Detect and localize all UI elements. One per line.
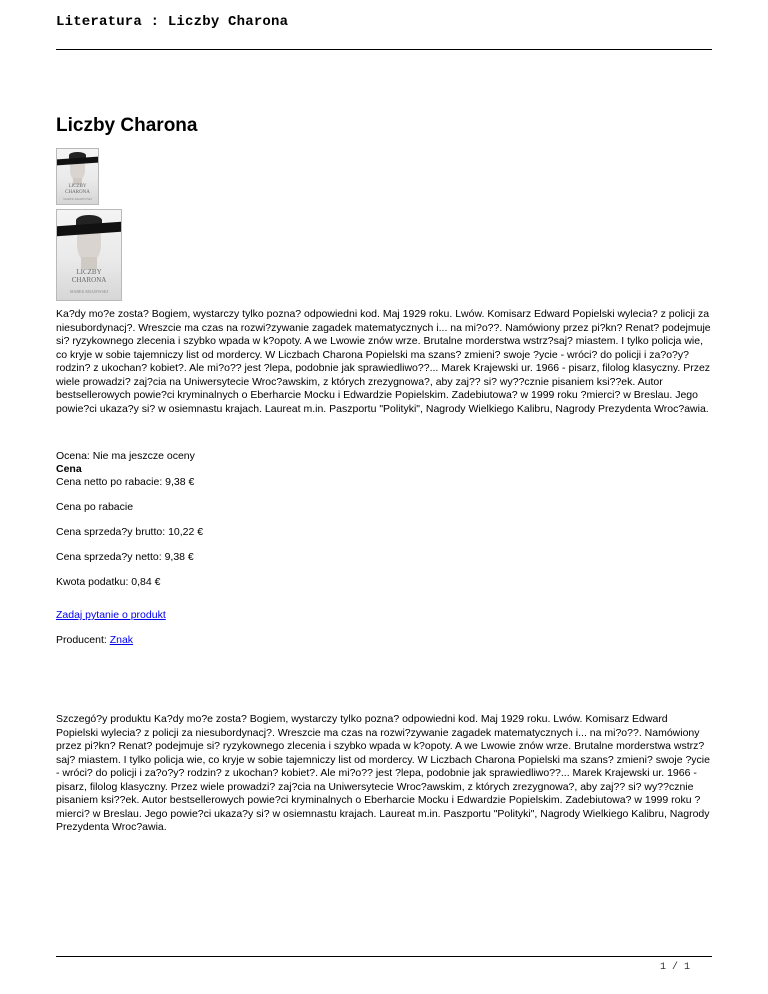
cover-title (57, 268, 121, 284)
cover-author: MAREK KRAJEWSKI (63, 197, 92, 202)
cover-title (57, 184, 98, 196)
footer-divider (56, 956, 712, 957)
book-cover-thumbnail[interactable] (56, 148, 99, 205)
producer-link[interactable]: Znak (109, 634, 134, 646)
producer-label: Producent: (56, 634, 107, 646)
header-divider (56, 49, 712, 50)
cover-title-line2: CHARONA (65, 190, 90, 196)
cover-blindfold (57, 156, 98, 165)
product-description: Ka?dy mo?e zosta? Bogiem, wystarczy tylko pozna? odpowiedni kod. Maj 1929 roku. Lwów. Komisarz Edward Popielski wylecia? z policji za niesubordynacj?. Wreszcie ma czas na rozwi?zywanie zagadek matematycznych i... na mi?o??. Namówiony przez pi?kn? Renat? podejmuje si? ryzykownego zlecenia i szybko wpada w k?opoty. A we Lwowie znów wrze. Brutalne morderstwa wstrz?saj? miastem. I tylko policja wie, co kryje w sobie tajemniczy list od mordercy. W Liczbach Charona Popielski ma szans? zmieni? swoje ?ycie - wróci? do policji i za?o?y? rodzin? z ukochan? kobiet?. Ale mi?o?? jest ?lepa, podobnie jak sprawiedliwo??... Marek Krajewski ur. 1966 - pisarz, filolog klasyczny. Przez wiele prowadzi? zaj?cia na Uniwersytecie Wroc?awskim, z których zrezygnowa?, aby zaj?? si? wy??cznie pisaniem ksi??ek. Autor bestsellerowych powie?ci kryminalnych o Eberharcie Mocku i Edwardzie Popielskim. Zadebiutowa? w 1999 roku ?mierci? w Breslau. Jego powie?ci ukaza?y si? w osiemnastu krajach. Laureat m.in. Paszportu "Polityki", Nagrody Wielkiego Kalibru, Nagrody Prezydenta Wroc?awia. (56, 308, 711, 415)
cover-title-line1: LICZBY (76, 267, 102, 276)
price-net-after-discount: Cena netto po rabacie: 9,38 € (56, 476, 195, 488)
ask-question-link[interactable]: Zadaj pytanie o produkt (56, 609, 166, 621)
page-title: Liczby Charona (56, 115, 198, 136)
price-gross: Cena sprzeda?y brutto: 10,22 € (56, 526, 204, 538)
cover-title-line2: CHARONA (71, 275, 107, 284)
document-header-title: Literatura : Liczby Charona (56, 14, 289, 30)
product-details: Szczegó?y produktu Ka?dy mo?e zosta? Bogiem, wystarczy tylko pozna? odpowiedni kod. Maj 1929 roku. Lwów. Komisarz Edward Popielski wylecia? z policji za niesubordynacj?. Wreszcie ma czas na rozwi?zywanie zagadek matematycznych i... na mi?o??. Namówiony przez pi?kn? Renat? podejmuje si? ryzykownego zlecenia i szybko wpada w k?opoty. A we Lwowie znów wrze. Brutalne morderstwa wstrz?saj? miastem. I tylko policja wie, co kryje w sobie tajemniczy list od mordercy. W Liczbach Charona Popielski ma szans? zmieni? swoje ?ycie - wróci? do policji i za?o?y? rodzin? z ukochan? kobiet?. Ale mi?o?? jest ?lepa, podobnie jak sprawiedliwo??... Marek Krajewski ur. 1966 - pisarz, filolog klasyczny. Przez wiele prowadzi? zaj?cia na Uniwersytecie Wroc?awskim, z których zrezygnowa?, aby zaj?? si? wy??cznie pisaniem ksi??ek. Autor bestsellerowych powie?ci kryminalnych o Eberharcie Mocku i Edwardzie Popielskim. Zadebiutowa? w 1999 roku ?mierci? w Breslau. Jego powie?ci ukaza?y si? w osiemnastu krajach. Laureat m.in. Paszportu "Polityki", Nagrody Wielkiego Kalibru, Nagrody Prezydenta Wroc?awia. (56, 713, 710, 833)
rating-text: Ocena: Nie ma jeszcze oceny (56, 450, 195, 462)
price-after-discount: Cena po rabacie (56, 501, 134, 513)
producer-line (56, 634, 133, 646)
price-heading: Cena (56, 463, 82, 475)
cover-author: MAREK KRAJEWSKI (69, 289, 109, 295)
cover-title-line1: LICZBY (68, 184, 87, 190)
tax-amount: Kwota podatku: 0,84 € (56, 576, 161, 588)
page-number: 1 / 1 (660, 962, 691, 973)
price-net: Cena sprzeda?y netto: 9,38 € (56, 551, 194, 563)
book-cover-image[interactable] (56, 209, 122, 301)
